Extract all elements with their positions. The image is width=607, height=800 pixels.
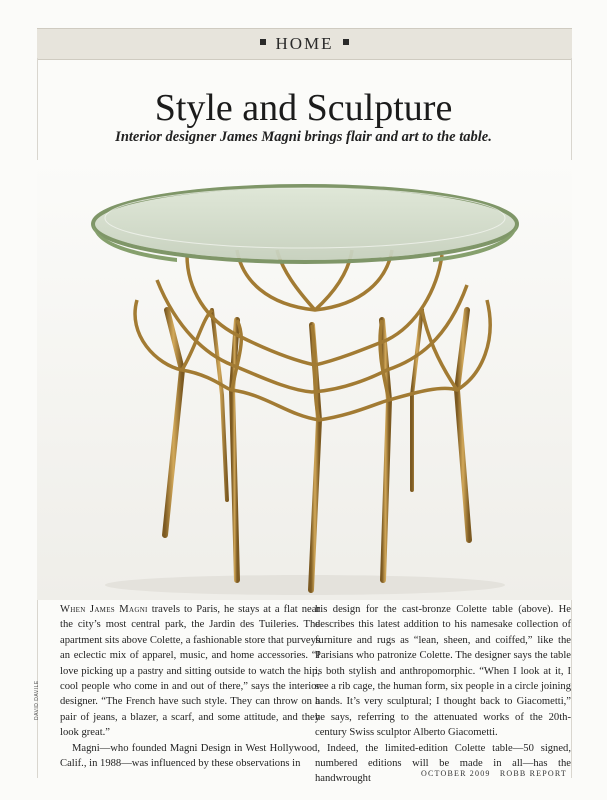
bullet-square-icon bbox=[260, 39, 266, 45]
bullet-square-icon bbox=[343, 39, 349, 45]
paragraph-3: his design for the cast-bronze Colette table (above). He describes this latest addition to his namesake collection of furniture and rugs as “lean, sheen, and coiffed,” like the Parisians who patronize Colette. The designer says the table is both stylish and anthropomorphic. “When I look at it, I see a rib cage, the human form, six people in a circle joining hands. It’s very sculptural; I thought back to Giacometti,” he says, referring to the attenuated works of the 20th-century Swiss sculptor Alberto Giacometti. bbox=[315, 604, 571, 739]
paragraph-2: Magni—who founded Magni Design in West Hollywood, Calif., in 1988—was influenced by these observations in bbox=[60, 742, 320, 770]
table-photo bbox=[37, 160, 572, 600]
article-title: Style and Sculpture bbox=[154, 87, 453, 129]
article-column-right bbox=[315, 602, 571, 787]
issue-date: OCTOBER 2009 bbox=[421, 769, 491, 778]
section-label: HOME bbox=[275, 34, 334, 53]
article-column-left bbox=[60, 602, 320, 771]
section-header bbox=[37, 28, 572, 60]
lead-in: When James Magni bbox=[60, 604, 148, 615]
photo-credit: DAVID DAVILE bbox=[34, 680, 40, 720]
paragraph-1 bbox=[60, 602, 320, 741]
colette-table-illustration bbox=[37, 160, 572, 600]
magazine-name: ROBB REPORT bbox=[499, 769, 567, 778]
page-footer bbox=[421, 769, 567, 778]
article-subtitle: Interior designer James Magni brings flair and art to the table. bbox=[115, 129, 492, 145]
paragraph-1-text: travels to Paris, he stays at a flat near the city’s most central park, the Jardin des Tuileries. The apartment sits above Colette, a fashionable store that purveys an eclectic mix of apparel, music, and home accessories. “I love picking up a pastry and sitting outside to watch the hip, cool people who come in and out of there,” says the interior designer. “The French have such style. They can throw on a pair of jeans, a blazer, a scarf, and some attitude, and they look great.” bbox=[60, 604, 320, 739]
paragraph-4: Indeed, the limited-edition Colette table—50 signed, numbered editions will be made in all—has the handwrought bbox=[315, 742, 571, 785]
